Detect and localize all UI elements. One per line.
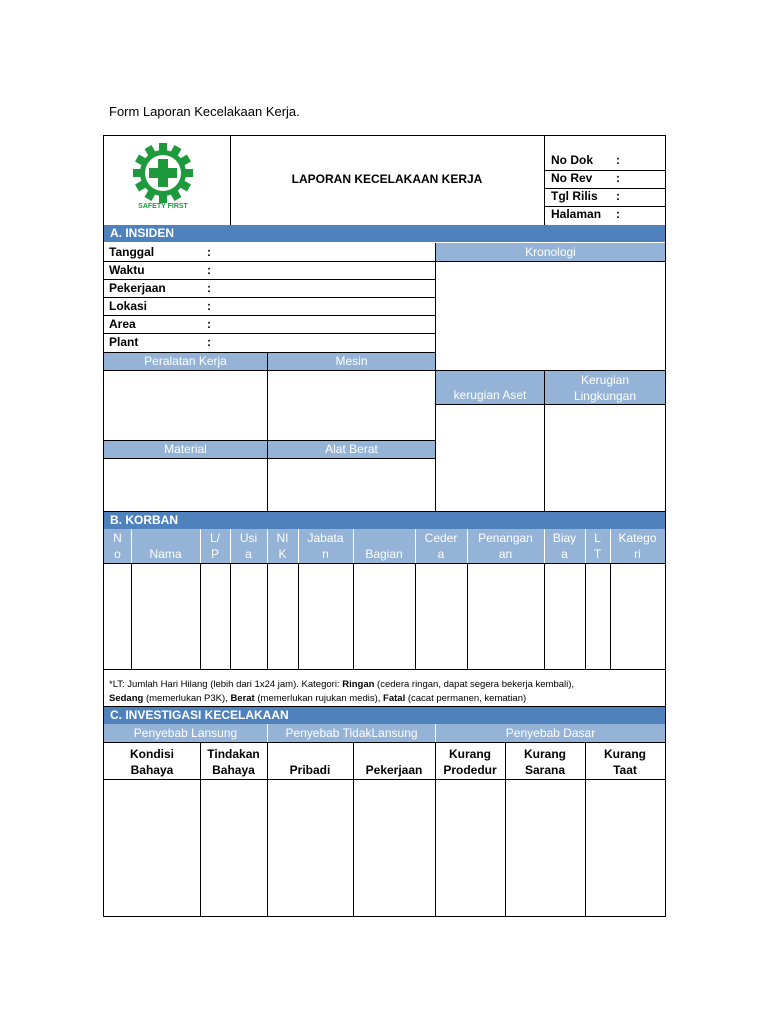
korban-note	[109, 678, 664, 706]
doc-field-sep: :	[616, 153, 620, 167]
korban-col-nama	[131, 546, 200, 562]
korban-col-bagian	[353, 546, 415, 562]
kerugian-lingkungan-line: Lingkungan	[573, 388, 637, 403]
safety-cross-gear-icon	[130, 143, 196, 203]
korban-col-jabatan	[298, 530, 353, 562]
section-korban: B. KORBAN	[104, 512, 665, 529]
doc-field-label: Tgl Rilis	[551, 189, 598, 203]
kronologi-header: Kronologi	[436, 243, 665, 261]
investigasi-col-line: Bahaya	[212, 763, 255, 777]
korban-col-biaya	[544, 530, 585, 562]
section-insiden: A. INSIDEN	[104, 225, 665, 242]
korban-col-line: T	[593, 547, 602, 561]
korban-col-penanganan	[467, 530, 544, 562]
insiden-field-label: Area	[109, 317, 136, 331]
logo-text: SAFETY FIRST	[138, 203, 188, 210]
korban-col-line: Bagian	[365, 547, 403, 561]
korban-col-line: NI	[276, 531, 289, 545]
doc-field-sep: :	[616, 171, 620, 185]
mesin-header: Mesin	[268, 352, 435, 370]
investigasi-col-line: Prodedur	[443, 763, 497, 777]
korban-col-nik	[267, 530, 298, 562]
insiden-field-sep: :	[207, 245, 211, 259]
insiden-field-sep: :	[207, 299, 211, 313]
investigasi-col-kurang-taat	[585, 746, 665, 778]
penyebab-tidaklansung-header: Penyebab TidakLansung	[268, 724, 435, 742]
doc-field-label: No Dok	[551, 153, 593, 167]
insiden-field-label: Tanggal	[109, 245, 155, 259]
doc-field-sep: :	[616, 207, 620, 221]
material-header: Material	[104, 440, 267, 458]
korban-col-line: Ceder	[424, 531, 458, 545]
korban-col-line: ri	[634, 547, 641, 561]
form-title: LAPORAN KECELAKAAN KERJA	[291, 172, 483, 186]
note-bold: Ringan	[342, 679, 375, 690]
note-bold: Fatal	[383, 693, 406, 704]
investigasi-col-line: Pribadi	[289, 763, 331, 777]
note-text: (cedera ringan, dapat segera bekerja kembali),	[374, 679, 575, 690]
insiden-field-label: Waktu	[109, 263, 145, 277]
penyebab-dasar-header: Penyebab Dasar	[436, 724, 665, 742]
note-bold: Berat	[230, 693, 255, 704]
korban-col-line: N	[113, 531, 122, 545]
investigasi-col-line: Kurang	[524, 747, 566, 761]
investigasi-col-kondisi-bahaya	[104, 746, 200, 778]
korban-col-line: K	[278, 547, 287, 561]
doc-field-label: Halaman	[551, 207, 602, 221]
kerugian-lingkungan-line: Kerugian	[580, 372, 630, 387]
insiden-field-sep: :	[207, 335, 211, 349]
note-text: (memerlukan rujukan medis),	[254, 693, 384, 704]
korban-col-line: Usi	[239, 531, 258, 545]
safety-first-logo	[130, 143, 196, 215]
korban-col-kategori	[610, 530, 665, 562]
investigasi-col-kurang-sarana	[505, 746, 585, 778]
penyebab-lansung-header: Penyebab Lansung	[104, 724, 267, 742]
korban-col-cedera	[415, 530, 467, 562]
korban-note-line	[109, 678, 664, 692]
kerugian-aset-label: kerugian Aset	[453, 388, 527, 402]
korban-col-lt	[585, 530, 610, 562]
investigasi-col-line: Taat	[613, 763, 637, 777]
korban-col-line: L/	[209, 531, 220, 545]
kerugian-lingkungan-header	[545, 371, 665, 404]
investigasi-col-line: Sarana	[524, 763, 566, 777]
korban-col-line: a	[437, 547, 445, 561]
kerugian-aset-header	[436, 371, 544, 404]
korban-col-line: P	[210, 547, 219, 561]
insiden-field-sep: :	[207, 281, 211, 295]
insiden-field-label: Pekerjaan	[109, 281, 166, 295]
korban-col-line: Katego	[618, 531, 657, 545]
investigasi-col-line: Kurang	[449, 747, 491, 761]
alat-berat-header: Alat Berat	[268, 440, 435, 458]
page-title: Form Laporan Kecelakaan Kerja.	[109, 104, 300, 119]
korban-col-line: Nama	[149, 547, 182, 561]
section-investigasi: C. INVESTIGASI KECELAKAAN	[104, 707, 665, 724]
insiden-field-sep: :	[207, 263, 211, 277]
korban-col-line: a	[245, 547, 252, 561]
doc-field-sep: :	[616, 189, 620, 203]
korban-col-line: L	[594, 531, 601, 545]
korban-col-usia	[230, 530, 267, 562]
korban-col-lp	[200, 530, 230, 562]
investigasi-col-line: Kondisi	[130, 747, 174, 761]
investigasi-col-line: Pekerjaan	[365, 763, 423, 777]
korban-col-line: a	[561, 547, 568, 561]
insiden-field-label: Lokasi	[109, 299, 148, 313]
korban-col-line: Jabata	[307, 531, 344, 545]
note-text: (cacat permanen, kematian)	[405, 693, 527, 704]
investigasi-col-pekerjaan	[353, 762, 435, 778]
peralatan-kerja-header: Peralatan Kerja	[104, 352, 267, 370]
note-bold: Sedang	[109, 693, 144, 704]
insiden-field-sep: :	[207, 317, 211, 331]
insiden-field-label: Plant	[109, 335, 139, 349]
korban-col-no	[104, 530, 131, 562]
korban-note-line	[109, 692, 664, 706]
korban-col-line: n	[322, 547, 329, 561]
note-text: (memerlukan P3K),	[143, 693, 231, 704]
investigasi-col-line: Kurang	[604, 747, 646, 761]
investigasi-col-line: Tindakan	[207, 747, 260, 761]
investigasi-col-pribadi	[267, 762, 353, 778]
doc-field-label: No Rev	[551, 171, 593, 185]
korban-col-line: an	[498, 547, 513, 561]
investigasi-col-kurang-prodedur	[435, 746, 505, 778]
korban-col-line: o	[114, 547, 121, 561]
investigasi-col-line: Bahaya	[130, 763, 174, 777]
investigasi-col-tindakan-bahaya	[200, 746, 267, 778]
korban-col-line: Biay	[552, 531, 577, 545]
note-text: *LT: Jumlah Hari Hilang (lebih dari 1x24 jam). Kategori:	[109, 679, 343, 690]
korban-col-line: Penangan	[478, 531, 533, 545]
